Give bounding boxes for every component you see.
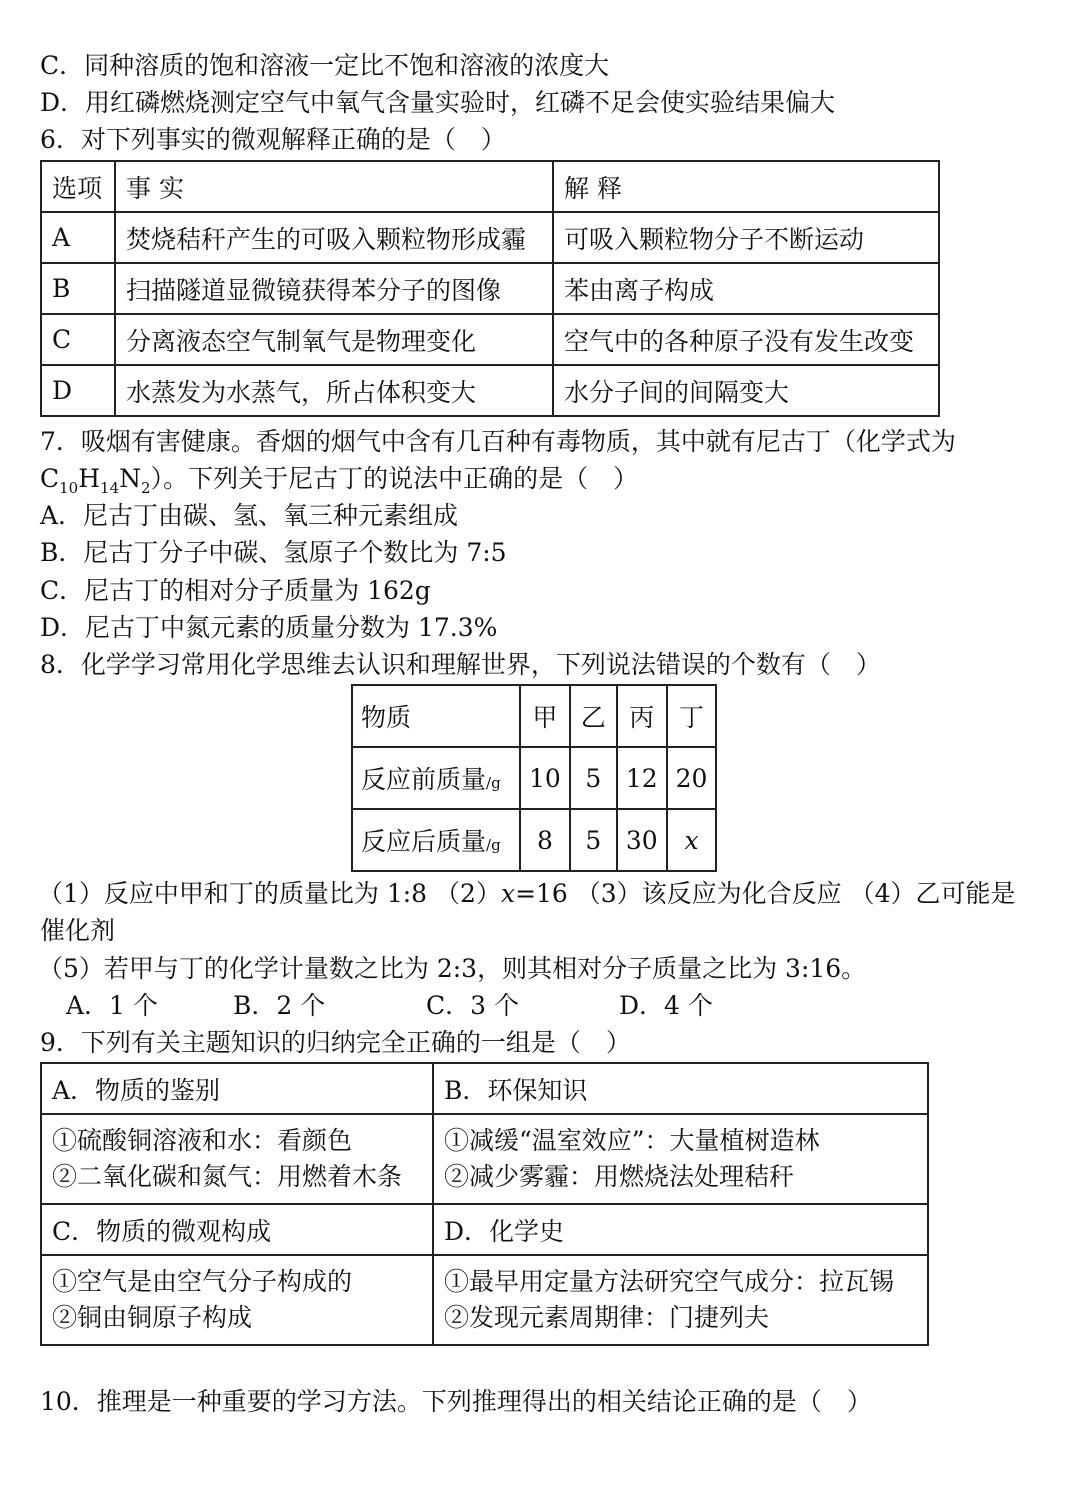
list-item: ②发现元素周期律：门捷列夫: [444, 1303, 770, 1332]
table-cell: 5: [570, 809, 617, 871]
statement-text: （1）反应中甲和丁的质量比为 1:8 （2）: [38, 879, 501, 908]
table-header-cell: 物质: [352, 685, 520, 747]
table-header-cell: A．物质的鉴别: [41, 1063, 433, 1114]
table-cell: 水分子间的间隔变大: [553, 365, 939, 416]
q8-stem: 8．化学学习常用化学思维去认识和理解世界，下列说法错误的个数有（ ）: [40, 650, 881, 679]
table-cell: [352, 747, 520, 809]
q9-table: [40, 1062, 929, 1346]
table-header-cell: 甲: [520, 685, 570, 747]
q7-stem-rest: ）。下列关于尼古丁的说法中正确的是（ ）: [150, 464, 639, 493]
table-header-cell: 丙: [617, 685, 667, 747]
table-cell: 分离液态空气制氧气是物理变化: [115, 314, 553, 365]
table-cell: B: [41, 263, 115, 314]
q7-option-d: D．尼古丁中氮元素的质量分数为 17.3%: [40, 613, 498, 642]
table-cell: 8: [520, 809, 570, 871]
table-cell: 20: [667, 747, 717, 809]
table-row: [41, 365, 939, 416]
table-header-cell: 选项: [41, 161, 115, 212]
table-row: [41, 1255, 928, 1345]
variable-x: x: [500, 879, 516, 908]
list-item: ②二氧化碳和氮气：用燃着木条: [52, 1162, 403, 1191]
table-cell: [41, 1114, 433, 1204]
q8-statements-line2: 催化剂: [40, 916, 116, 945]
q7-stem-line1: 7．吸烟有害健康。香烟的烟气中含有几百种有毒物质，其中就有尼古丁（化学式为: [40, 427, 956, 456]
table-cell: 空气中的各种原子没有发生改变: [553, 314, 939, 365]
table-row: [41, 161, 939, 212]
list-item: ①空气是由空气分子构成的: [52, 1267, 353, 1296]
row-label: 反应后质量: [361, 827, 487, 856]
table-cell: 扫描隧道显微镜获得苯分子的图像: [115, 263, 553, 314]
table-cell: [433, 1255, 928, 1345]
table-cell: x: [667, 809, 717, 871]
q8-option-d: D．4 个: [619, 991, 713, 1020]
formula-element: C: [40, 464, 60, 493]
list-item: ②减少雾霾：用燃烧法处理秸秆: [444, 1162, 795, 1191]
table-cell: 5: [570, 747, 617, 809]
q6-stem: 6．对下列事实的微观解释正确的是（ ）: [40, 125, 506, 154]
row-label: 反应前质量: [361, 765, 487, 794]
table-row: [41, 1063, 928, 1114]
q8-option-b: B．2 个: [233, 991, 326, 1020]
table-row: [41, 263, 939, 314]
q8-table: [351, 684, 717, 872]
table-cell: [433, 1114, 928, 1204]
table-cell: D: [41, 365, 115, 416]
table-cell: 水蒸发为水蒸气，所占体积变大: [115, 365, 553, 416]
table-row: [41, 1204, 928, 1255]
table-header-cell: C．物质的微观构成: [41, 1204, 433, 1255]
q9-stem: 9．下列有关主题知识的归纳完全正确的一组是（ ）: [40, 1028, 631, 1057]
q10-stem: 10．推理是一种重要的学习方法。下列推理得出的相关结论正确的是（ ）: [40, 1387, 872, 1416]
table-header-cell: D．化学史: [433, 1204, 928, 1255]
list-item: ①减缓“温室效应”：大量植树造林: [444, 1126, 820, 1155]
table-header-cell: B．环保知识: [433, 1063, 928, 1114]
formula-element: N: [119, 464, 142, 493]
table-row: [352, 809, 716, 871]
table-header-cell: 丁: [667, 685, 717, 747]
table-cell: C: [41, 314, 115, 365]
formula-element: H: [78, 464, 101, 493]
q8-statements-line1: [38, 876, 1016, 912]
table-cell: 12: [617, 747, 667, 809]
list-item: ①最早用定量方法研究空气成分：拉瓦锡: [444, 1267, 895, 1296]
formula-subscript: 2: [141, 479, 151, 497]
table-row: [41, 314, 939, 365]
table-cell: 苯由离子构成: [553, 263, 939, 314]
q6-table: [40, 160, 940, 417]
unit-label: /g: [486, 836, 501, 854]
list-item: ②铜由铜原子构成: [52, 1303, 253, 1332]
table-cell: 10: [520, 747, 570, 809]
table-cell: A: [41, 212, 115, 263]
q7-option-c: C．尼古丁的相对分子质量为 162g: [40, 576, 431, 605]
q8-option-a: A．1 个: [66, 991, 158, 1020]
table-cell: [352, 809, 520, 871]
table-cell: 30: [617, 809, 667, 871]
table-cell: 可吸入颗粒物分子不断运动: [553, 212, 939, 263]
table-header-cell: 乙: [570, 685, 617, 747]
q5-option-d: D．用红磷燃烧测定空气中氧气含量实验时，红磷不足会使实验结果偏大: [40, 88, 836, 117]
q8-statements-line3: （5）若甲与丁的化学计量数之比为 2:3，则其相对分子质量之比为 3:16。: [38, 954, 867, 983]
unit-label: /g: [486, 774, 501, 792]
table-row: [352, 747, 716, 809]
table-header-cell: 解 释: [553, 161, 939, 212]
q8-option-c: C．3 个: [426, 991, 519, 1020]
table-row: [352, 685, 716, 747]
table-row: [41, 1114, 928, 1204]
table-header-cell: 事 实: [115, 161, 553, 212]
table-row: [41, 212, 939, 263]
table-cell: 焚烧秸秆产生的可吸入颗粒物形成霾: [115, 212, 553, 263]
table-cell: [41, 1255, 433, 1345]
q7-option-b: B．尼古丁分子中碳、氢原子个数比为 7:5: [40, 538, 507, 567]
statement-text: =16 （3）该反应为化合反应 （4）乙可能是: [515, 879, 1016, 908]
q7-option-a: A．尼古丁由碳、氢、氧三种元素组成: [40, 501, 459, 530]
formula-subscript: 14: [100, 479, 120, 497]
q5-option-c: C．同种溶质的饱和溶液一定比不饱和溶液的浓度大: [40, 51, 610, 80]
formula-subscript: 10: [59, 479, 79, 497]
list-item: ①硫酸铜溶液和水：看颜色: [52, 1126, 353, 1155]
